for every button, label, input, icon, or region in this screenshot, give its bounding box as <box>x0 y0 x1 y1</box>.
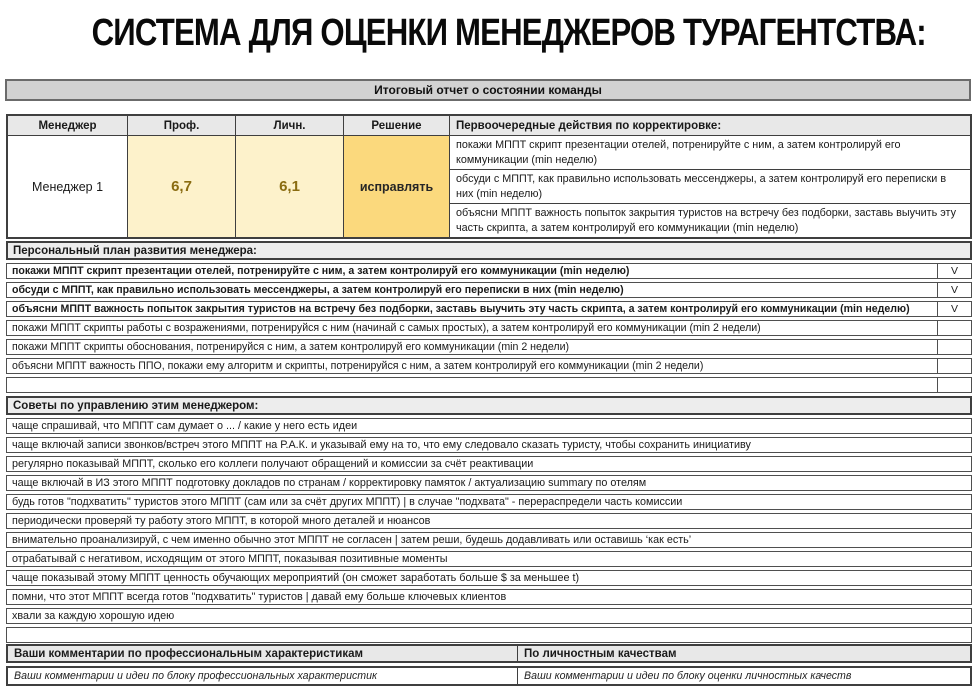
comment-input-personal[interactable]: Ваши комментарии и идеи по блоку оценки личностных качеств <box>518 668 970 684</box>
action-item: покажи МППТ скрипт презентации отелей, потренируйте с ним, а затем контролируй его коммуникации (min неделю) <box>450 136 970 169</box>
plan-section-header: Персональный план развития менеджера: <box>6 241 972 260</box>
plan-row <box>6 320 972 336</box>
tip-row: чаще спрашивай, что МППТ сам думает о ... / какие у него есть идеи <box>6 418 972 434</box>
col-header-personal: Личн. <box>236 116 343 135</box>
tip-row <box>6 627 972 643</box>
tip-row: чаще включай записи звонков/встреч этого МППТ на Р.А.К. и указывай ему на то, что ему следовало сказать туристу, чтобы сохранить инициативу <box>6 437 972 453</box>
report-header-bar <box>5 79 971 101</box>
personal-score-cell: 6,1 <box>236 136 343 237</box>
tips-section-header: Советы по управлению этим менеджером: <box>6 396 972 415</box>
tips-rows <box>6 415 972 643</box>
plan-row-text: обсуди с МППТ, как правильно использовать мессенджеры, а затем контролируй его переписки в них (min неделю) <box>12 284 624 296</box>
col-header-decision: Решение <box>344 116 449 135</box>
tip-row: чаще включай в ИЗ этого МППТ подготовку докладов по странам / корректировку памяток / актуализацию summary по отелям <box>6 475 972 491</box>
summary-table <box>6 114 972 239</box>
comments-notes-row <box>6 666 972 686</box>
plan-check-cell[interactable]: V <box>937 264 971 278</box>
comments-header-row <box>6 644 972 663</box>
plan-check-cell[interactable] <box>937 340 971 354</box>
col-header-prof: Проф. <box>128 116 235 135</box>
tip-row: чаще показывай этому МППТ ценность обучающих мероприятий (он сможет заработать больше $ за меньшее t) <box>6 570 972 586</box>
plan-check-cell[interactable] <box>937 378 971 392</box>
plan-row <box>6 301 972 317</box>
plan-row-text: покажи МППТ скрипт презентации отелей, потренируйте с ним, а затем контролируй его коммуникации (min неделю) <box>12 265 630 277</box>
plan-row-text: покажи МППТ скрипты обоснования, потренируйся с ним, а затем контролируй его коммуникации (min 2 недели) <box>12 341 570 353</box>
plan-check-cell[interactable] <box>937 321 971 335</box>
comments-header-prof: Ваши комментарии по профессиональным характеристикам <box>8 646 517 661</box>
report-title: Итоговый отчет о состоянии команды <box>374 83 602 97</box>
tip-row: будь готов "подхватить" туристов этого МППТ (сам или за счёт других МППТ) | в случае "подхвата" - перераспредели часть комиссии <box>6 494 972 510</box>
tip-row: регулярно показывай МППТ, сколько его коллеги получают обращений и комиссии за счёт реактивации <box>6 456 972 472</box>
plan-row <box>6 377 972 393</box>
plan-row <box>6 358 972 374</box>
action-item: обсуди с МППТ, как правильно использовать мессенджеры, а затем контролируй его переписки в них (min неделю) <box>450 170 970 203</box>
tip-row: отрабатывай с негативом, исходящим от этого МППТ, показывая позитивные моменты <box>6 551 972 567</box>
tip-row: помни, что этот МППТ всегда готов "подхватить" туристов | давай ему больше ключевых клиентов <box>6 589 972 605</box>
col-header-actions: Первоочередные действия по корректировке: <box>450 116 970 135</box>
plan-row-text: объясни МППТ важность попыток закрытия туристов на встречу без подборки, заставь выучить эту часть скрипта, а затем контролируй его коммуникации (min неделю) <box>12 303 910 315</box>
manager-name-cell: Менеджер 1 <box>8 136 127 237</box>
comments-header-personal: По личностным качествам <box>518 646 970 661</box>
plan-row <box>6 282 972 298</box>
comment-input-prof[interactable]: Ваши комментарии и идеи по блоку профессиональных характеристик <box>8 668 517 684</box>
prof-score-cell: 6,7 <box>128 136 235 237</box>
page-title: СИСТЕМА ДЛЯ ОЦЕНКИ МЕНЕДЖЕРОВ ТУРАГЕНТСТВА: <box>91 12 926 54</box>
plan-row <box>6 263 972 279</box>
tip-row: периодически проверяй ту работу этого МППТ, в которой много деталей и нюансов <box>6 513 972 529</box>
tip-row: хвали за каждую хорошую идею <box>6 608 972 624</box>
tip-row: внимательно проанализируй, с чем именно обычно этот МППТ не согласен | затем реши, будешь додавливать или оставишь ‘как есть’ <box>6 532 972 548</box>
col-header-manager: Менеджер <box>8 116 127 135</box>
plan-check-cell[interactable] <box>937 359 971 373</box>
plan-rows <box>6 260 972 393</box>
plan-check-cell[interactable]: V <box>937 283 971 297</box>
decision-cell: исправлять <box>344 136 449 237</box>
plan-row <box>6 339 972 355</box>
plan-check-cell[interactable]: V <box>937 302 971 316</box>
action-item: объясни МППТ важность попыток закрытия туристов на встречу без подборки, заставь выучить эту часть скрипта, а затем контролируй его коммуникации (min неделю) <box>450 204 970 237</box>
plan-row-text: покажи МППТ скрипты работы с возражениями, потренируйся с ним (начинай с самых простых), а затем контролируй его коммуникации (min 2 недели) <box>12 322 761 334</box>
plan-row-text <box>7 378 937 392</box>
plan-row-text: объясни МППТ важность ППО, покажи ему алгоритм и скрипты, потренируйся с ним, а затем контролируй его коммуникации (min 2 недели) <box>12 360 704 372</box>
